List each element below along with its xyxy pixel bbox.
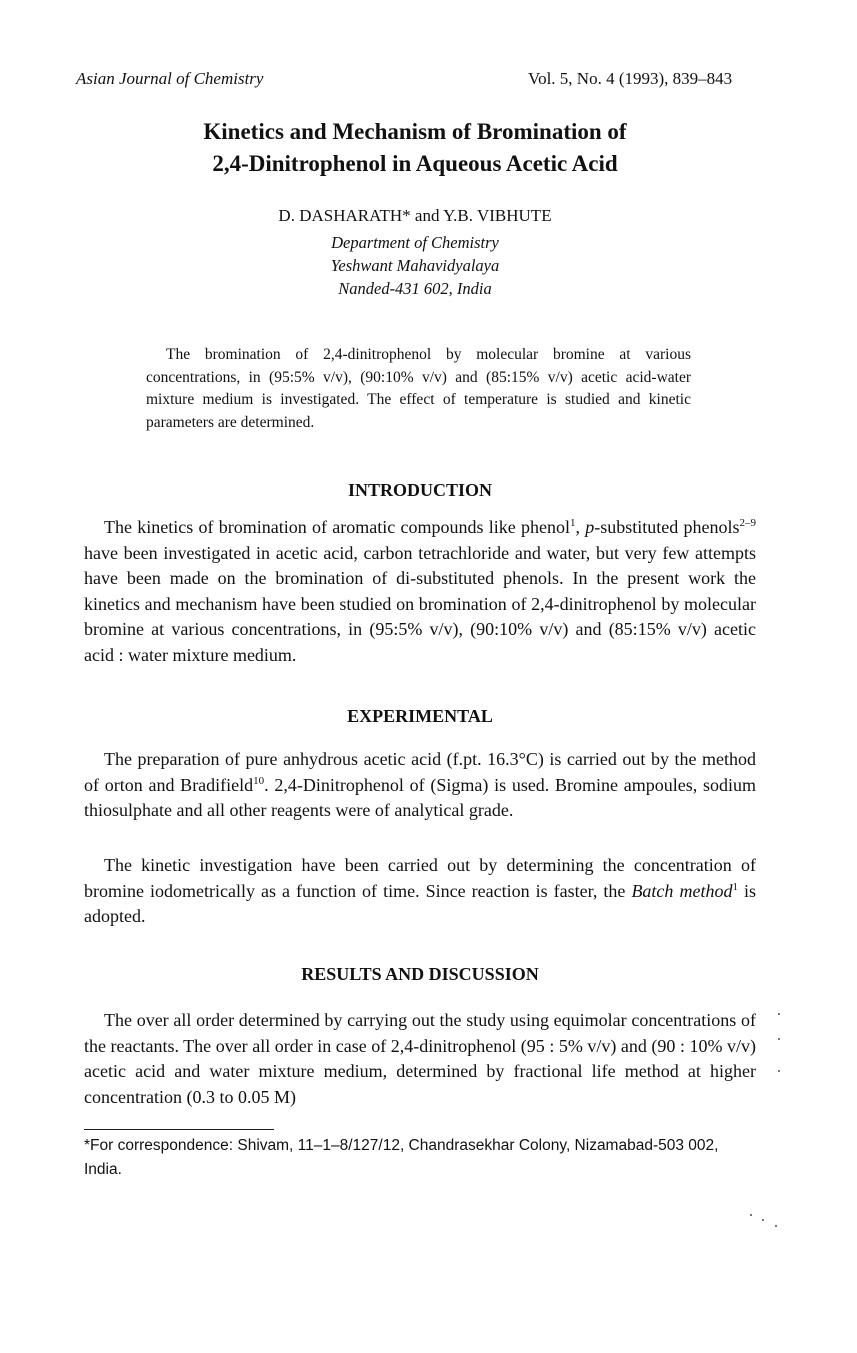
introduction-heading: INTRODUCTION (347, 480, 493, 500)
scan-speck (775, 1225, 777, 1227)
scan-speck (750, 1214, 752, 1216)
results-paragraph: The over all order determined by carrying out the study using equimolar concentrations of the reactants. The over all order in case of 2,4-dinitrophenol (95 : 5% v/v) and (90 : 10% v/v) acetic acid and water mixture medium, determined by fractional life method at higher concentration (0.3 to 0.05 M) (84, 1010, 756, 1107)
scan-speck (778, 1070, 780, 1072)
authors (0, 206, 830, 226)
journal-name: Asian Journal of Chemistry (76, 69, 264, 88)
results-heading: RESULTS AND DISCUSSION (301, 964, 539, 984)
paper-title-line-1: Kinetics and Mechanism of Bromination of (203, 119, 627, 144)
scan-speck (762, 1219, 764, 1221)
author-1-initial: D. D (278, 206, 312, 225)
citation-ref: 2–9 (739, 517, 757, 529)
footnote: *For correspondence: Shivam, 11–1–8/127/12, Chandrasekhar Colony, Nizamabad-503 002, India. (84, 1137, 719, 1178)
paper-title-line-2: 2,4-Dinitrophenol in Aqueous Acetic Acid (212, 151, 618, 176)
introduction-paragraph: The kinetics of bromination of aromatic compounds like phenol$^1$, p-substituted phenols$^{2-9}$ have been investigated in acetic acid, carbon tetrachloride and water, but very few attempts have been made on the bromination of di-substituted phenols. In the present work the kinetics and mechanism have been studied on bromination of 2,4-dinitrophenol by molecular bromine at various concentrations, in (95:5% v/v), (90:10% v/v) and (85:15% v/v) acetic acid : water mixture medium. (84, 517, 757, 665)
footnote-rule (84, 1129, 274, 1130)
author-2-initial: Y.B. V (443, 206, 490, 225)
correspondence-mark: * (402, 206, 411, 225)
affiliation-department: Department of Chemistry (331, 233, 499, 252)
author-conjunction: and (410, 206, 444, 225)
author-1-surname: ASHARATH (311, 206, 403, 225)
citation-ref: 1 (732, 880, 738, 893)
citation-ref: 1 (569, 517, 576, 529)
author-2-surname: IBHUTE (489, 206, 552, 225)
experimental-paragraph-1: The preparation of pure anhydrous acetic acid (f.pt. 16.3°C) is carried out by the method of orton and Bradifield$^{10}$. 2,4-Dinitrophenol of (Sigma) is used. Bromine ampoules, sodium thiosulphate and all other reagents were of analytical grade. (84, 749, 756, 820)
affiliation-college: Yeshwant Mahavidyalaya (330, 256, 500, 275)
scan-speck (778, 1038, 780, 1040)
abstract: The bromination of 2,4-dinitrophenol by molecular bromine at various concentrations, in (95:5% v/v), (90:10% v/v) and (85:15% v/v) acetic acid-water mixture medium is investigated. The effect of temperature is studied and kinetic parameters are determined. (146, 346, 691, 431)
affiliation-place: Nanded-431 602, India (338, 279, 492, 298)
citation-ref: 10 (253, 774, 265, 787)
experimental-paragraph-2: The kinetic investigation have been carried out by determining the concentration of bromine iodometrically as a function of time. Since reaction is faster, the Batch method$^1$ is adopted. (84, 855, 756, 926)
volume-info: Vol. 5, No. 4 (1993), 839–843 (528, 69, 733, 88)
scan-speck (778, 1013, 780, 1015)
experimental-heading: EXPERIMENTAL (347, 706, 493, 726)
